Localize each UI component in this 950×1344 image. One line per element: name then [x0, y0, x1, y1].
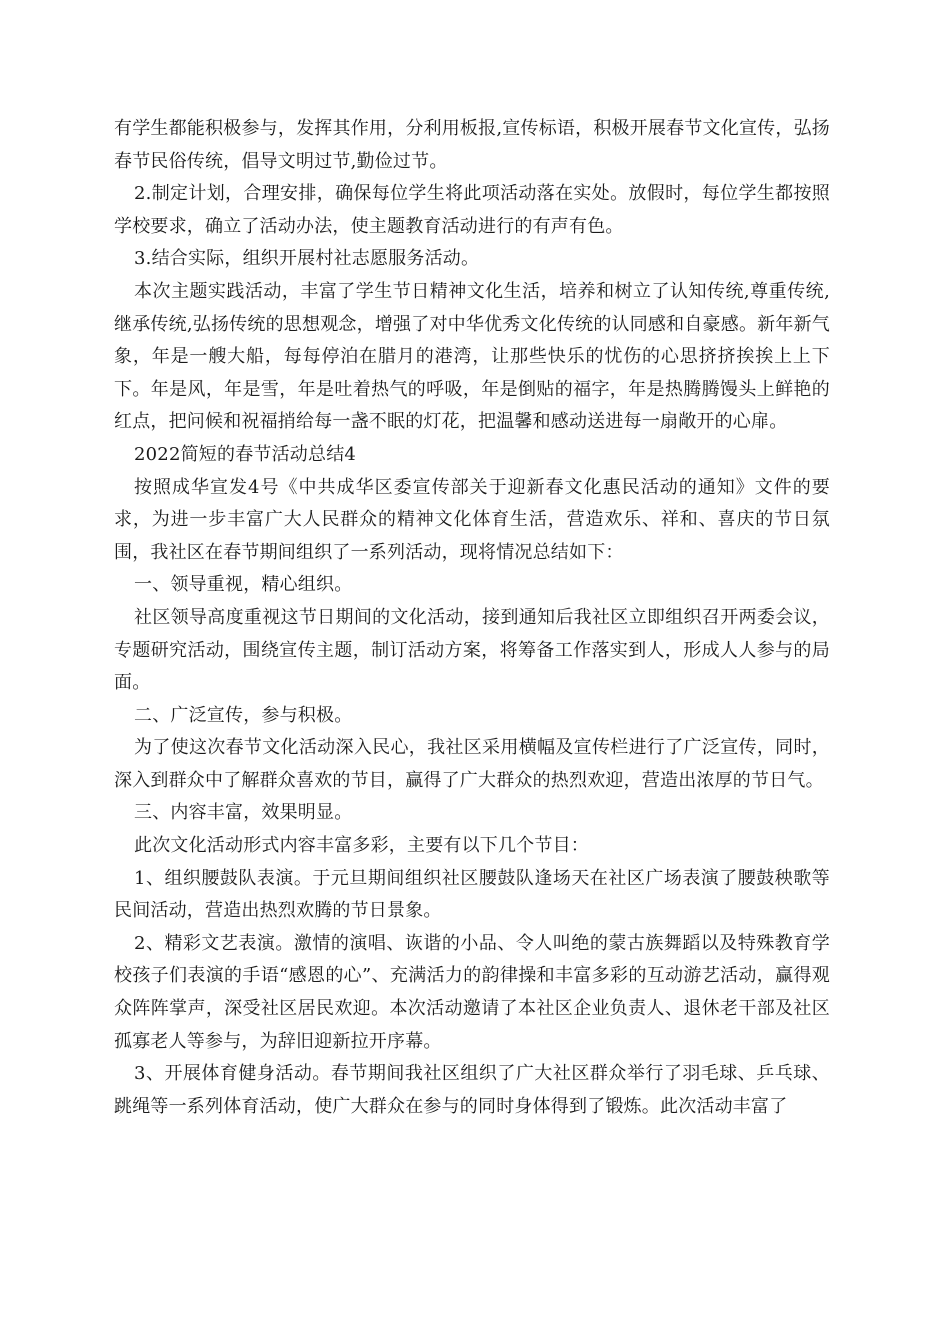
subheading-1: 一、领导重视，精心组织。: [134, 574, 353, 596]
document-body: [114, 113, 830, 1123]
paragraph-intro: 按照成华宣发4号《中共成华区委宣传部关于迎新春文化惠民活动的通知》文件的要求，为进一步丰富广大人民群众的精神文化体育生活，营造欢乐、祥和、喜庆的节日氛围，我社区在春节期间组织了一系列活动，现将情况总结如下：: [114, 476, 830, 563]
section-title: 2022简短的春节活动总结4: [134, 443, 357, 465]
paragraph-programs-intro: 此次文化活动形式内容丰富多彩，主要有以下几个节目：: [134, 835, 589, 857]
paragraph-publicity: 为了使这次春节文化活动深入民心，我社区采用横幅及宣传栏进行了广泛宣传，同时，深入到群众中了解群众喜欢的节目，赢得了广大群众的热烈欢迎，营造出浓厚的节日气。: [114, 737, 830, 791]
subheading-3: 三、内容丰富，效果明显。: [134, 802, 353, 824]
list-item-3: 3、开展体育健身活动。春节期间我社区组织了广大社区群众举行了羽毛球、乒乓球、跳绳等一系列体育活动，使广大群众在参与的同时身体得到了锻炼。此次活动丰富了: [114, 1063, 830, 1117]
paragraph-item-3: 3.结合实际，组织开展村社志愿服务活动。: [134, 248, 480, 270]
paragraph-continuation: 有学生都能积极参与，发挥其作用，分利用板报,宣传标语，积极开展春节文化宣传，弘扬春节民俗传统，倡导文明过节,勤俭过节。: [114, 118, 830, 172]
paragraph-item-2: 2.制定计划，合理安排，确保每位学生将此项活动落在实处。放假时，每位学生都按照学校要求，确立了活动办法，使主题教育活动进行的有声有色。: [114, 183, 830, 237]
paragraph-leadership: 社区领导高度重视这节日期间的文化活动，接到通知后我社区立即组织召开两委会议，专题研究活动，围绕宣传主题，制订活动方案，将筹备工作落实到人，形成人人参与的局面。: [114, 606, 830, 694]
list-item-1: 1、组织腰鼓队表演。于元旦期间组织社区腰鼓队逢场天在社区广场表演了腰鼓秧歌等民间活动，营造出热烈欢腾的节日景象。: [114, 867, 830, 922]
subheading-2: 二、广泛宣传，参与积极。: [134, 704, 353, 726]
list-item-2: 2、精彩文艺表演。激情的演唱、诙谐的小品、令人叫绝的蒙古族舞蹈以及特殊教育学校孩子们表演的手语“感恩的心”、充满活力的韵律操和丰富多彩的互动游艺活动，赢得观众阵阵掌声，深受社区居民欢迎。本次活动邀请了本社区企业负责人、退休老干部及社区孤寡老人等参与，为辞旧迎新拉开序幕。: [114, 932, 830, 1052]
paragraph-summary: 本次主题实践活动，丰富了学生节日精神文化生活，培养和树立了认知传统,尊重传统,继承传统,弘扬传统的思想观念，增强了对中华优秀文化传统的认同感和自豪感。新年新气象，年是一艘大船，每每停泊在腊月的港湾，让那些快乐的忧伤的心思挤挤挨挨上上下下。年是风，年是雪，年是吐着热气的呼吸，年是倒贴的福字，年是热腾腾馒头上鲜艳的红点，把问候和祝福捎给每一盏不眠的灯花，把温馨和感动送进每一扇敞开的心扉。: [114, 280, 830, 433]
